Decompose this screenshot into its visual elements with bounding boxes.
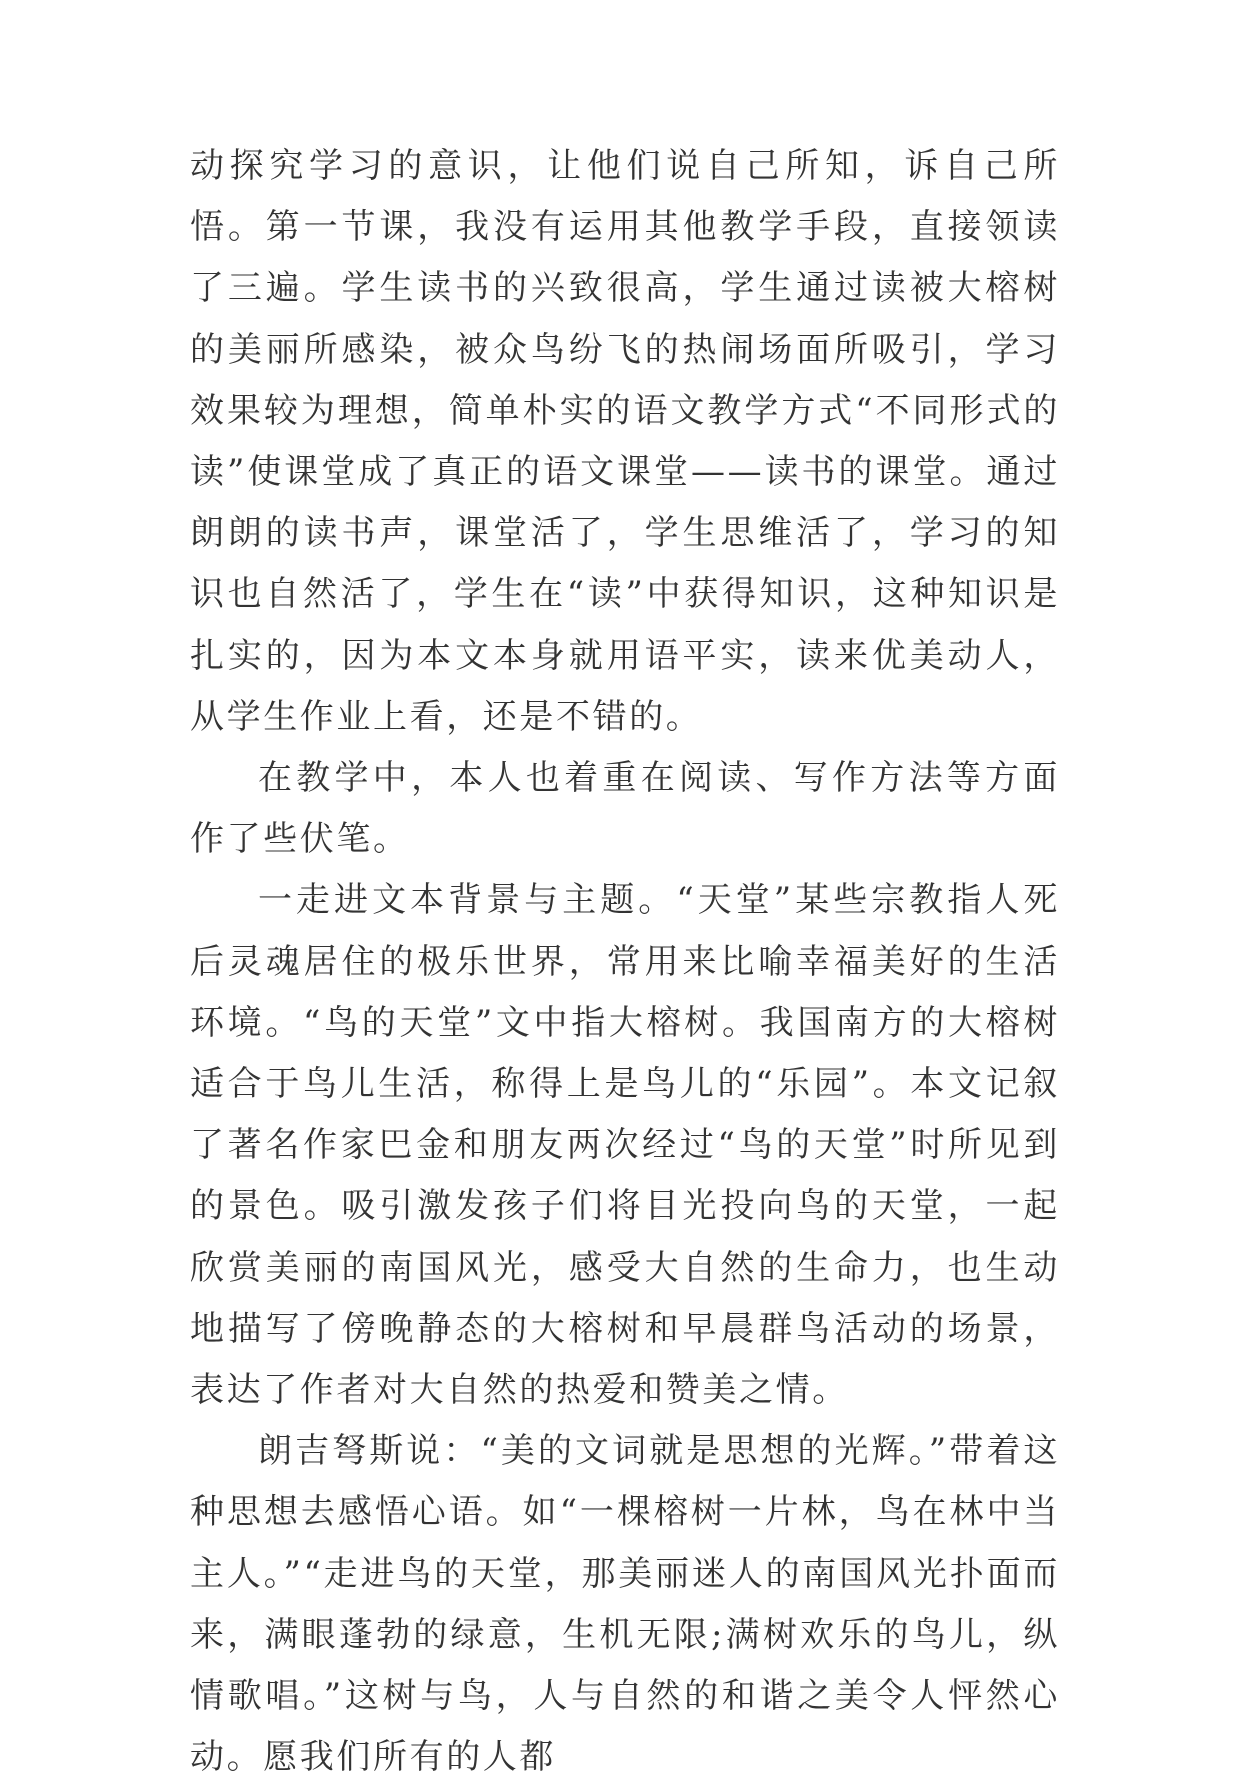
paragraph-2: 在教学中，本人也着重在阅读、写作方法等方面作了些伏笔。 bbox=[190, 758, 1060, 860]
paragraph-1: 动探究学习的意识，让他们说自己所知，诉自己所悟。第一节课，我没有运用其他教学手段，直接领读了三遍。学生读书的兴致很高，学生通过读被大榕树的美丽所感染，被众鸟纷飞的热闹场面所吸引，学习效果较为理想，简单朴实的语文教学方式“不同形式的读”使课堂成了真正的语文课堂——读书的课堂。通过朗朗的读书声，课堂活了，学生思维活了，学习的知识也自然活了，学生在“读”中获得知识，这种知识是扎实的，因为本文本身就用语平实，读来优美动人，从学生作业上看，还是不错的。 bbox=[190, 146, 1060, 737]
paragraph-3: 一走进文本背景与主题。“天堂”某些宗教指人死后灵魂居住的极乐世界，常用来比喻幸福美好的生活环境。“鸟的天堂”文中指大榕树。我国南方的大榕树适合于鸟儿生活，称得上是鸟儿的“乐园”。本文记叙了著名作家巴金和朋友两次经过“鸟的天堂”时所见到的景色。吸引激发孩子们将目光投向鸟的天堂，一起欣赏美丽的南国风光，感受大自然的生命力，也生动地描写了傍晚静态的大榕树和早晨群鸟活动的场景，表达了作者对大自然的热爱和赞美之情。 bbox=[190, 880, 1060, 1411]
body-text bbox=[190, 136, 1060, 1788]
paragraph-4: 朗吉弩斯说：“美的文词就是思想的光辉。”带着这种思想去感悟心语。如“一棵榕树一片林，鸟在林中当主人。”“走进鸟的天堂，那美丽迷人的南国风光扑面而来，满眼蓬勃的绿意，生机无限;满树欢乐的鸟儿，纵情歌唱。”这树与鸟，人与自然的和谐之美令人怦然心动。愿我们所有的人都 bbox=[190, 1431, 1060, 1778]
